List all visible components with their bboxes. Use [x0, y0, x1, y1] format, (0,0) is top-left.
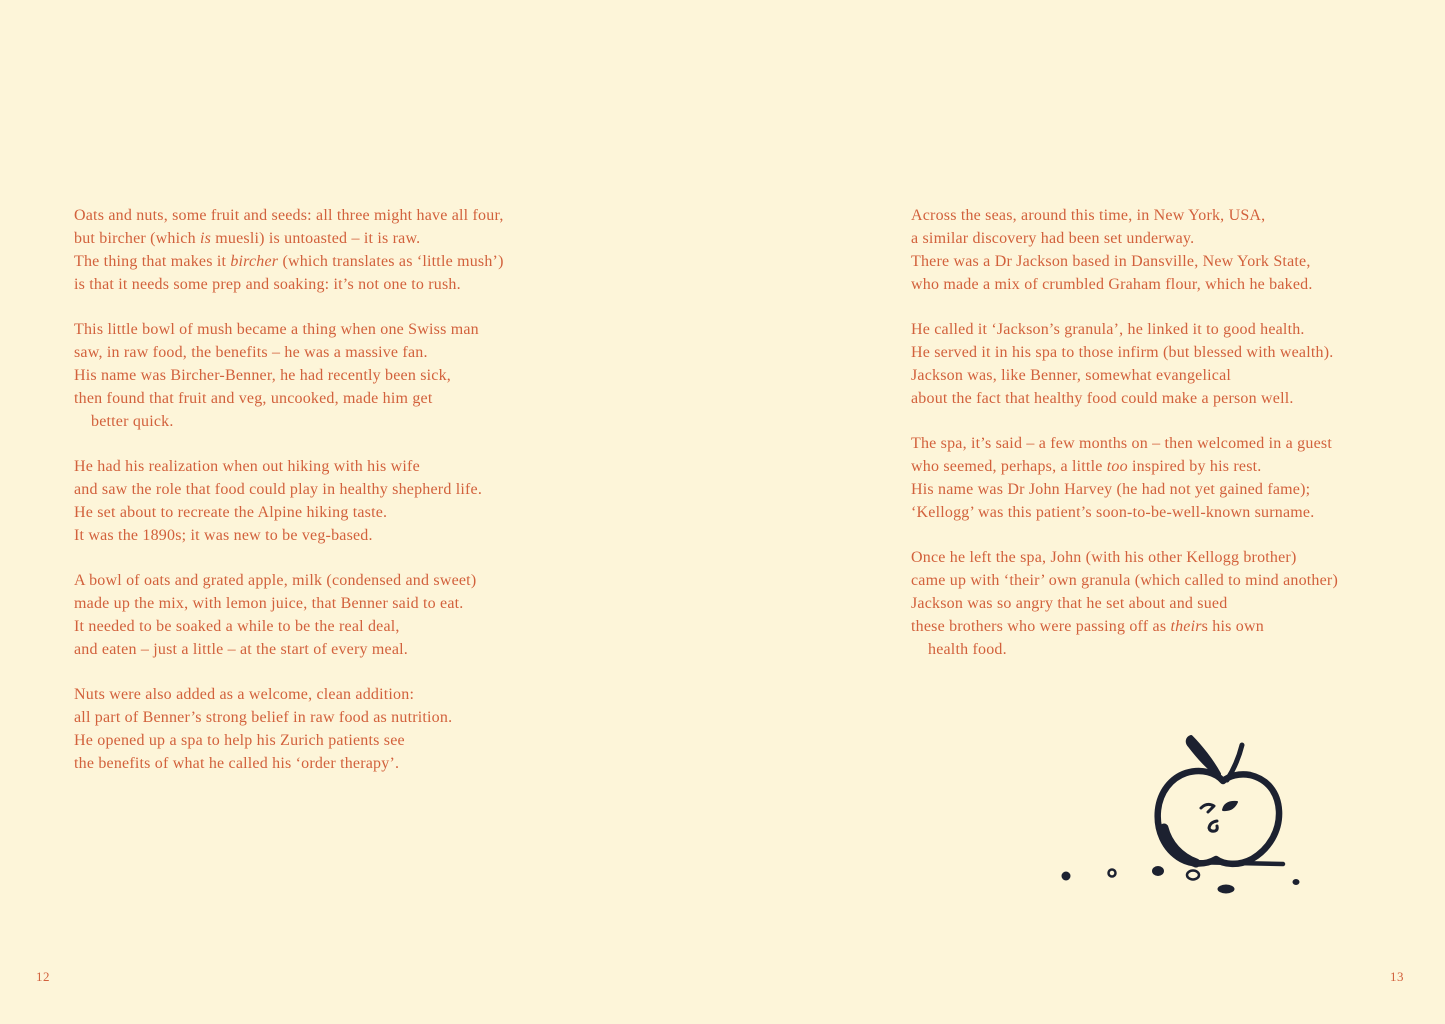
poem-line	[74, 592, 604, 615]
text-segment: Across the seas, around this time, in New York, USA,	[911, 207, 1266, 224]
text-segment: The spa, it’s said – a few months on – then welcomed in a guest	[911, 435, 1332, 452]
text-segment: It needed to be soaked a while to be the real deal,	[74, 618, 400, 635]
text-segment: He set about to recreate the Alpine hiking taste.	[74, 504, 388, 521]
poem-line	[911, 569, 1441, 592]
poem-line	[911, 546, 1441, 569]
poem-line	[74, 204, 604, 227]
italic-text-segment: their	[1170, 618, 1202, 635]
apple-open-eye	[1223, 802, 1237, 810]
apple-doodle-illustration	[1040, 718, 1360, 918]
poem-line	[911, 615, 1441, 638]
text-segment: Jackson was so angry that he set about and sued	[911, 595, 1228, 612]
text-segment: His name was Bircher-Benner, he had recently been sick,	[74, 367, 452, 384]
poem-line	[911, 501, 1441, 524]
poem-line	[911, 227, 1441, 250]
poem-line	[74, 478, 604, 501]
poem-line	[911, 592, 1441, 615]
poem-line	[911, 455, 1441, 478]
text-segment: He called it ‘Jackson’s granula’, he linked it to good health.	[911, 321, 1305, 338]
seed-dot	[1152, 866, 1164, 876]
poem-line	[74, 364, 604, 387]
text-segment: then found that fruit and veg, uncooked, made him get	[74, 390, 433, 407]
poem-right-page	[911, 204, 1441, 661]
text-segment: Once he left the spa, John (with his other Kellogg brother)	[911, 549, 1297, 566]
poem-line	[911, 364, 1441, 387]
text-segment: better quick.	[91, 413, 174, 430]
italic-text-segment: is	[199, 230, 212, 247]
poem-line	[74, 752, 604, 775]
italic-text-segment: too	[1106, 458, 1128, 475]
poem-line	[911, 478, 1441, 501]
text-segment: s his own	[1201, 618, 1264, 635]
poem-line	[74, 410, 604, 433]
poem-line	[911, 318, 1441, 341]
text-segment: The thing that makes it	[74, 253, 231, 270]
poem-line	[74, 387, 604, 410]
text-segment: He had his realization when out hiking with his wife	[74, 458, 420, 475]
stanza	[911, 432, 1441, 524]
seed-dot	[1293, 879, 1300, 885]
stanza	[911, 546, 1441, 661]
text-segment: inspired by his rest.	[1127, 458, 1262, 475]
text-segment: is that it needs some prep and soaking: it’s not one to rush.	[74, 276, 461, 293]
poem-left-page	[74, 204, 604, 775]
text-segment: about the fact that healthy food could make a person well.	[911, 390, 1294, 407]
poem-line	[911, 341, 1441, 364]
stanza	[74, 318, 604, 433]
poem-line	[74, 227, 604, 250]
text-segment: made up the mix, with lemon juice, that Benner said to eat.	[74, 595, 464, 612]
poem-line	[74, 250, 604, 273]
text-segment: A bowl of oats and grated apple, milk (condensed and sweet)	[74, 572, 477, 589]
text-segment: but bircher (which	[74, 230, 200, 247]
poem-line	[74, 501, 604, 524]
poem-line	[74, 318, 604, 341]
poem-line	[911, 204, 1441, 227]
poem-line	[74, 729, 604, 752]
poem-line	[74, 569, 604, 592]
poem-line	[74, 615, 604, 638]
page-number-left: 12	[36, 969, 50, 984]
text-segment: these brothers who were passing off as	[911, 618, 1171, 635]
italic-text-segment: bircher	[230, 253, 279, 270]
text-segment: Jackson was, like Benner, somewhat evangelical	[911, 367, 1232, 384]
stanza	[74, 569, 604, 661]
apple-body-shading	[1164, 828, 1196, 863]
poem-line	[911, 273, 1441, 296]
text-segment: muesli) is untoasted – it is raw.	[211, 230, 421, 247]
text-segment: and saw the role that food could play in healthy shepherd life.	[74, 481, 483, 498]
stanza	[911, 318, 1441, 410]
seed-dot	[1062, 872, 1071, 881]
seed-ring	[1187, 871, 1199, 880]
text-segment: This little bowl of mush became a thing when one Swiss man	[74, 321, 479, 338]
text-segment: a similar discovery had been set underway.	[911, 230, 1195, 247]
apple-wink-eye	[1201, 804, 1214, 812]
text-segment: came up with ‘their’ own granula (which called to mind another)	[911, 572, 1338, 589]
text-segment: saw, in raw food, the benefits – he was a massive fan.	[74, 344, 428, 361]
text-segment: (which translates as ‘little mush’)	[278, 253, 504, 270]
stanza	[911, 204, 1441, 296]
poem-line	[74, 341, 604, 364]
poem-line	[911, 638, 1441, 661]
stanza	[74, 204, 604, 296]
poem-line	[74, 706, 604, 729]
text-segment: all part of Benner’s strong belief in raw food as nutrition.	[74, 709, 453, 726]
poem-line	[911, 432, 1441, 455]
poem-line	[911, 387, 1441, 410]
text-segment: It was the 1890s; it was new to be veg-based.	[74, 527, 373, 544]
text-segment: He served it in his spa to those infirm (but blessed with wealth).	[911, 344, 1334, 361]
poem-line	[911, 250, 1441, 273]
text-segment: health food.	[928, 641, 1007, 658]
text-segment: He opened up a spa to help his Zurich patients see	[74, 732, 405, 749]
text-segment: Oats and nuts, some fruit and seeds: all three might have all four,	[74, 207, 504, 224]
poem-line	[74, 638, 604, 661]
text-segment: and eaten – just a little – at the start of every meal.	[74, 641, 408, 658]
stanza	[74, 455, 604, 547]
seed-dot	[1218, 885, 1235, 894]
apple-mouth	[1209, 821, 1217, 831]
text-segment: Nuts were also added as a welcome, clean addition:	[74, 686, 415, 703]
text-segment: There was a Dr Jackson based in Dansville, New York State,	[911, 253, 1311, 270]
text-segment: who seemed, perhaps, a little	[911, 458, 1107, 475]
poem-line	[74, 524, 604, 547]
text-segment: ‘Kellogg’ was this patient’s soon-to-be-well-known surname.	[911, 504, 1315, 521]
page-number-right: 13	[1390, 969, 1404, 984]
stanza	[74, 683, 604, 775]
text-segment: His name was Dr John Harvey (he had not yet gained fame);	[911, 481, 1311, 498]
poem-line	[74, 273, 604, 296]
poem-line	[74, 683, 604, 706]
ground-line	[1188, 862, 1283, 864]
text-segment: the benefits of what he called his ‘order therapy’.	[74, 755, 400, 772]
text-segment: who made a mix of crumbled Graham flour, which he baked.	[911, 276, 1313, 293]
seed-ring	[1109, 870, 1116, 877]
poem-line	[74, 455, 604, 478]
